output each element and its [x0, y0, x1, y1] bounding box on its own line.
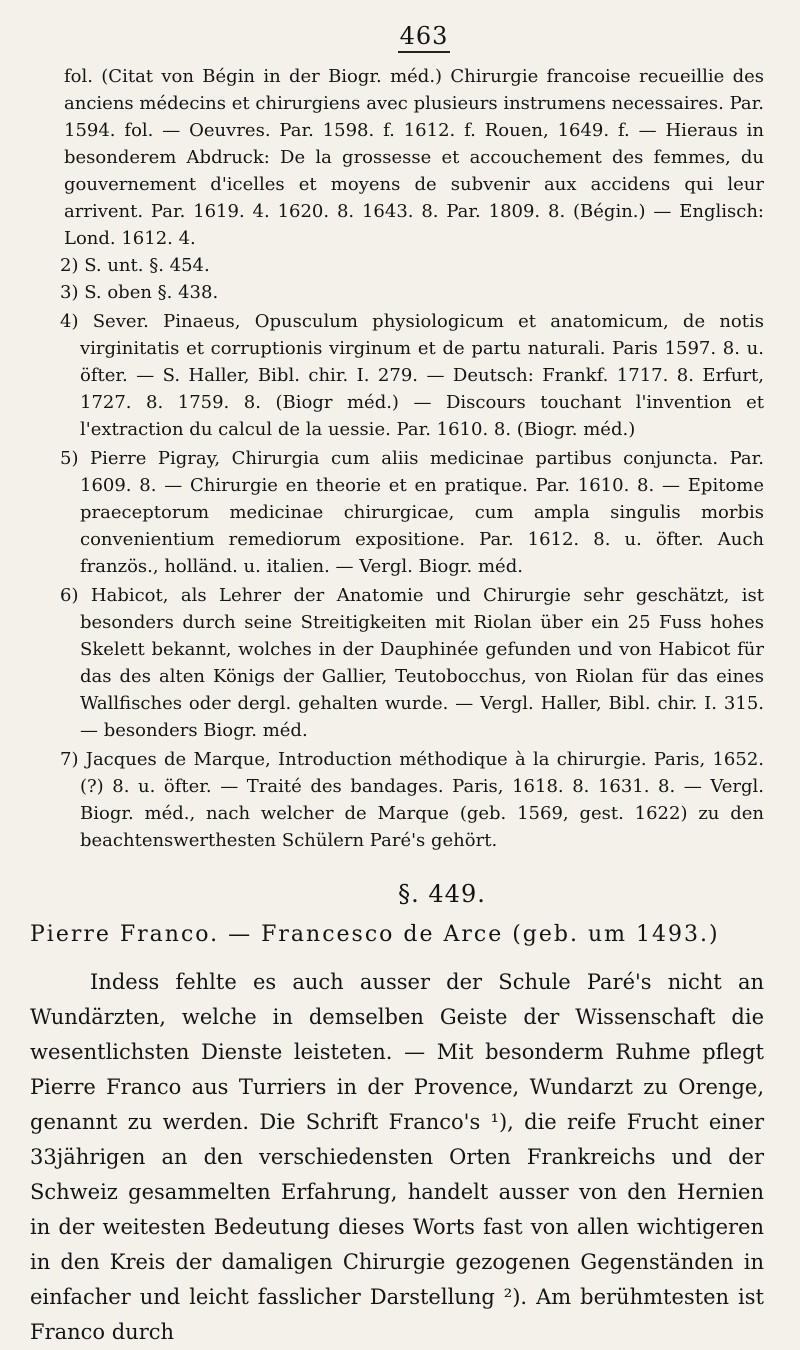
footnote-6: 6) Habicot, als Lehrer der Anatomie und Chirurgie sehr geschätzt, ist besonders durch seine Streitigkeiten mit Riolan über ein 25 Fuss hohes Skelett bekannt, wolches in der Dauphinée gefunden und von Habicot für das des alten Königs der Gallier, Teutobocchus, von Riolan für das eines Wallfisches oder dergl. gehalten wurde. — Vergl. Haller, Bibl. chir. I. 315. — besonders Biogr. méd.	[60, 585, 764, 741]
body-paragraph: Indess fehlte es auch ausser der Schule Paré's nicht an Wundärzten, welche in demselben Geiste der Wissenschaft die wesentlichsten Dienste leisteten. — Mit besonderm Ruhme pflegt Pierre Franco aus Turriers in der Provence, Wundarzt zu Orenge, genannt zu werden. Die Schrift Franco's ¹), die reife Frucht einer 33jährigen an den verschiedensten Orten Frankreichs und der Schweiz gesammelten Erfahrung, handelt ausser von den Hernien in der weitesten Bedeutung dieses Worts fast von allen wichtigeren in den Kreis der damaligen Chirurgie gezogenen Gegenständen in einfacher und leicht fasslicher Darstellung ²). Am berühmtesten ist Franco durch	[30, 970, 764, 1344]
footnote-7: 7) Jacques de Marque, Introduction méthodique à la chirurgie. Paris, 1652. (?) 8. u. öfter. — Traité des bandages. Paris, 1618. 8. 1631. 8. — Vergl. Biogr. méd., nach welcher de Marque (geb. 1569, gest. 1622) zu den beachtenswerthesten Schülern Paré's gehört.	[60, 749, 764, 851]
footnotes	[60, 63, 764, 854]
footnote-4: 4) Sever. Pinaeus, Opusculum physiologicum et anatomicum, de notis virginitatis et corruptionis virginum et de partu naturali. Paris 1597. 8. u. öfter. — S. Haller, Bibl. chir. I. 279. — Deutsch: Frankf. 1717. 8. Erfurt, 1727. 8. 1759. 8. (Biogr méd.) — Discours touchant l'invention et l'extraction du calcul de la uessie. Par. 1610. 8. (Biogr. méd.)	[60, 311, 764, 440]
page-number: 463	[60, 22, 764, 53]
footnote-continuation: fol. (Citat von Bégin in der Biogr. méd.) Chirurgie francoise recueillie des anciens médecins et chirurgiens avec plusieurs instrumens necessaires. Par. 1594. fol. — Oeuvres. Par. 1598. f. 1612. f. Rouen, 1649. f. — Hieraus in besonderem Abdruck: De la grossesse et accouchement des femmes, du gouvernement d'icelles et moyens de subvenir aux accidens qui leur arrivent. Par. 1619. 4. 1620. 8. 1643. 8. Par. 1809. 8. (Bégin.) — Englisch: Lond. 1612. 4.	[64, 66, 764, 249]
section-number: §. 449.	[398, 880, 486, 908]
footnote-3: 3) S. oben §. 438.	[60, 282, 219, 303]
footnote-5: 5) Pierre Pigray, Chirurgia cum aliis medicinae partibus conjuncta. Par. 1609. 8. — Chirurgie en theorie et en pratique. Par. 1610. 8. — Epitome praeceptorum medicinae chirurgicae, cum ampla singulis morbis convenientium remediorum expositione. Par. 1612. 8. u. öfter. Auch französ., holländ. u. italien. — Vergl. Biogr. méd.	[60, 448, 764, 577]
section-title: Pierre Franco. — Francesco de Arce (geb. um 1493.)	[30, 922, 720, 947]
footnote-2: 2) S. unt. §. 454.	[60, 255, 210, 276]
